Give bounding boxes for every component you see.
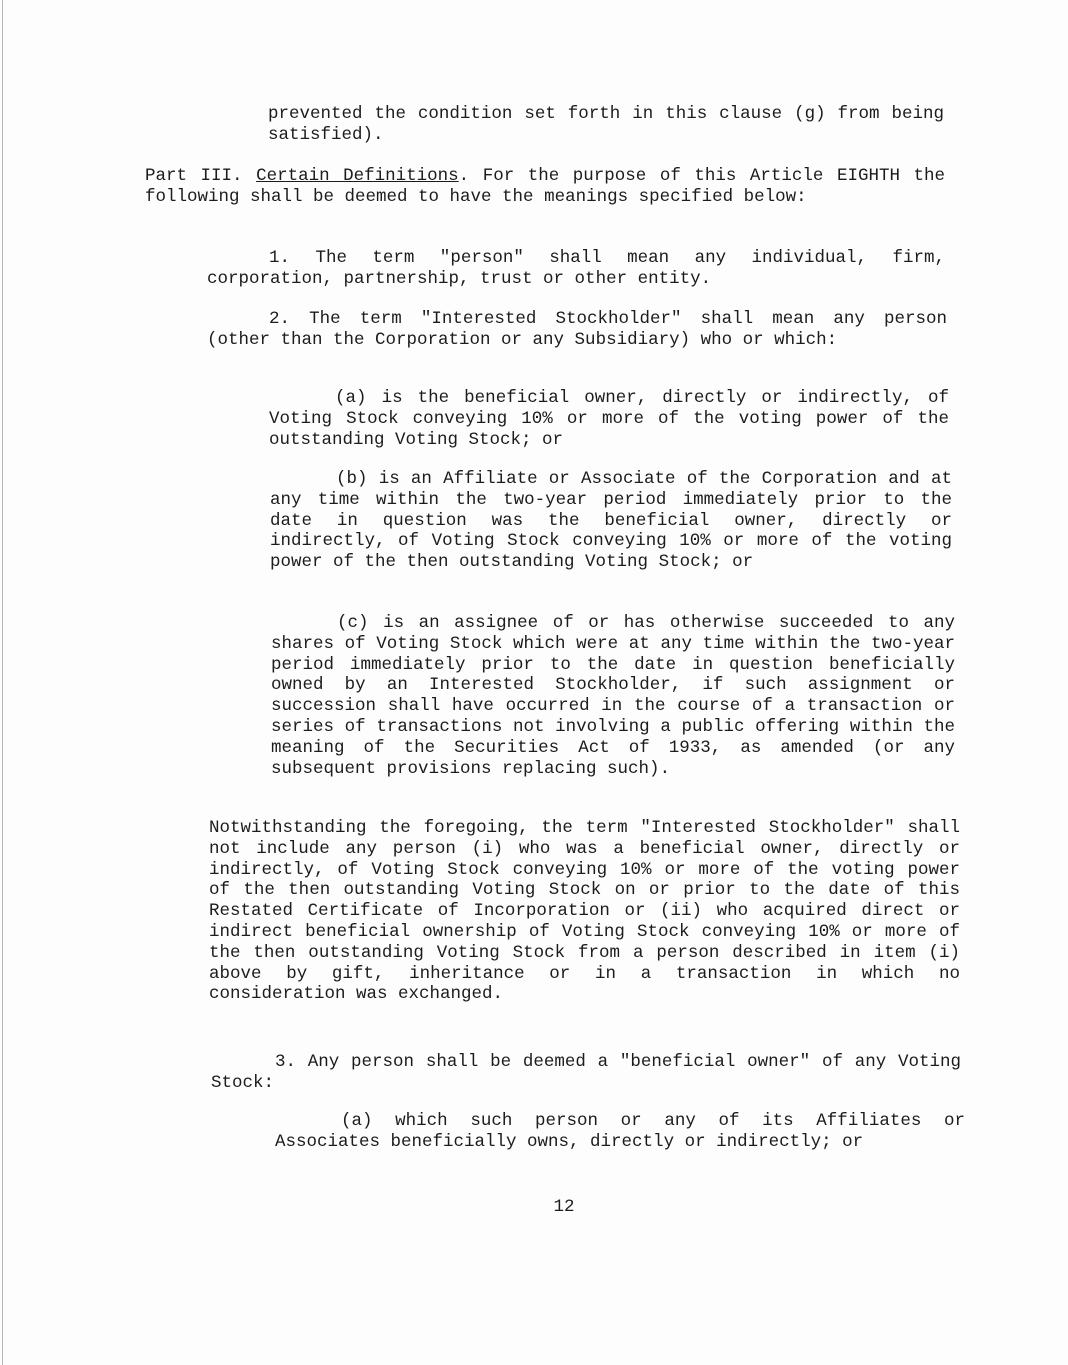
scan-edge-line — [2, 0, 3, 1365]
clause-c-label: (c) — [337, 613, 369, 633]
definition-3-clause-a-text: which such person or any of its Affiliates or Associates beneficially owns, directly or indirectly; or — [275, 1111, 965, 1152]
definition-3-text: Any person shall be deemed a "beneficial owner" of any Voting Stock: — [211, 1052, 961, 1093]
definition-2-text: The term "Interested Stockholder" shall mean any person (other than the Corporation or any Subsidiary) who or which: — [207, 309, 947, 350]
notwithstanding-paragraph — [209, 818, 960, 1005]
clause-b-label: (b) — [336, 469, 368, 489]
definition-1-number: 1. — [269, 248, 291, 268]
notwithstanding-text: Notwithstanding the foregoing, the term "Interested Stockholder" shall not include any person (i) who was a beneficial owner, directly or indirectly, of Voting Stock conveying 10% or more of the voting power of the then outstanding Voting Stock on or prior to the date of this Restated Certificate of Incorporation or (ii) who acquired direct or indirect beneficial ownership of Voting Stock conveying 10% or more of the then outstanding Voting Stock from a person described in item (i) above by gift, inheritance or in a transaction in which no consideration was exchanged. — [209, 818, 960, 1005]
definition-1 — [207, 248, 945, 290]
definition-3-clause-a-label: (a) — [341, 1111, 373, 1131]
clause-c-text: is an assignee of or has otherwise succeeded to any shares of Voting Stock which were at any time within the two-year period immediately prior to the date in question beneficially owned by an Interested Stockholder, if such assignment or succession shall have occurred in the course of a transaction or series of transactions not involving a public offering within the meaning of the Securities Act of 1933, as amended (or any subsequent provisions replacing such). — [271, 613, 955, 779]
definition-2-clause-a — [269, 388, 949, 450]
page-number: 12 — [553, 1197, 575, 1217]
definition-3-clause-a — [275, 1111, 965, 1153]
clause-a-text: is the beneficial owner, directly or indirectly, of Voting Stock conveying 10% or more of the voting power of the outstanding Voting Stock; or — [269, 388, 949, 450]
definition-1-text: The term "person" shall mean any individual, firm, corporation, partnership, trust or other entity. — [207, 248, 945, 289]
definition-2-clause-c — [271, 613, 955, 779]
clause-a-label: (a) — [335, 388, 367, 408]
definition-2-clause-b — [270, 469, 952, 573]
carryover-paragraph — [268, 104, 944, 146]
definition-3 — [211, 1052, 961, 1094]
clause-b-text: is an Affiliate or Associate of the Corporation and at any time within the two-year period immediately prior to the date in question was the beneficial owner, directly or indirectly, of Voting Stock conveying 10% or more of the voting power of the then outstanding Voting Stock; or — [270, 469, 952, 573]
definition-3-number: 3. — [275, 1052, 297, 1072]
definition-2 — [207, 309, 947, 351]
carryover-text: prevented the condition set forth in this clause (g) from being satisfied). — [268, 104, 944, 145]
part-heading-paragraph — [145, 166, 945, 208]
part-label: Part III. — [145, 166, 243, 186]
definition-2-number: 2. — [269, 309, 291, 329]
part-intro-text: . For the purpose of this Article EIGHTH the following shall be deemed to have the meanings specified below: — [145, 166, 945, 207]
part-title: Certain Definitions — [256, 166, 459, 186]
